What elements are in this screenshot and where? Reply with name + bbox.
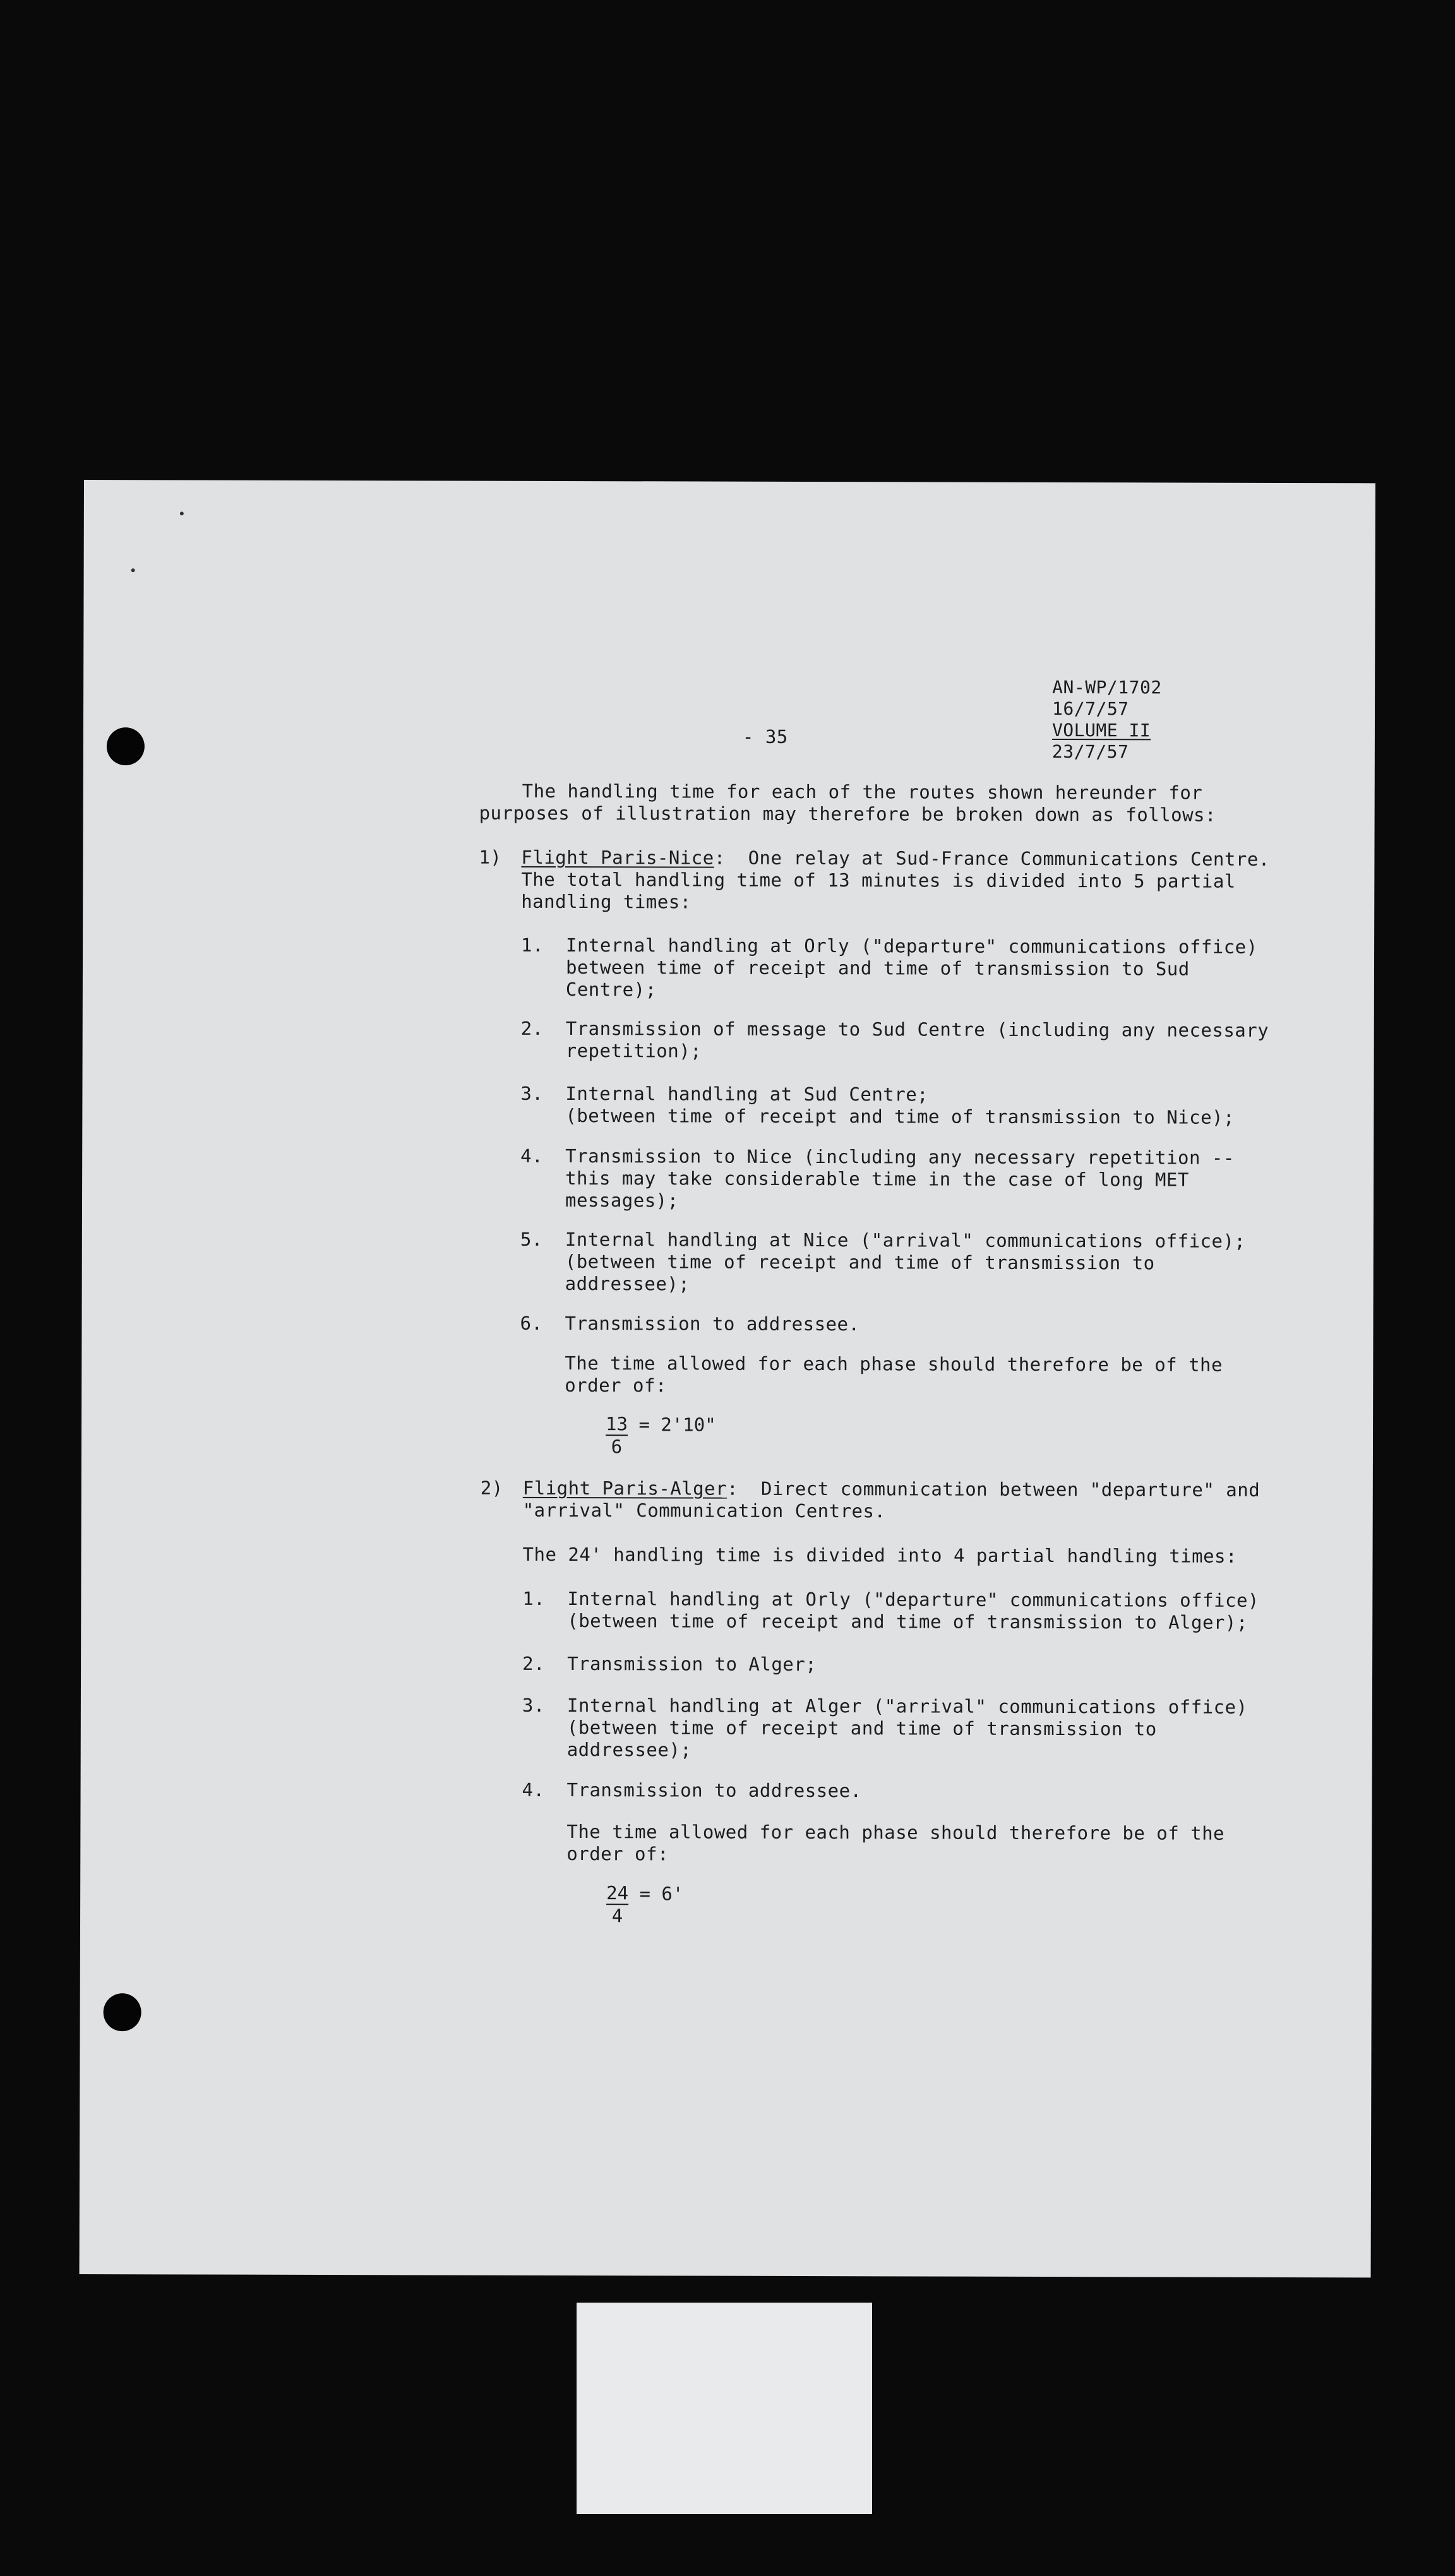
list-item-line: (between time of receipt and time of transmission to Nice); [565,1104,1235,1128]
intro-line: The handling time for each of the routes shown hereunder for [522,780,1203,804]
fraction-numerator: 24 [606,1882,629,1904]
ref-date-2: 23/7/57 [1051,741,1129,763]
section-text: handling times: [521,890,692,913]
list-item-line: addressee); [565,1272,690,1295]
page-speck [180,511,184,515]
phase-text: order of: [565,1374,667,1397]
punch-hole-bottom [104,1993,141,2031]
section-number: 1) [479,846,502,868]
list-item-line: repetition); [565,1039,702,1062]
list-item-line: Transmission to Nice (including any necessary repetition -- [565,1145,1235,1169]
list-item-line: Transmission to addressee. [565,1312,860,1335]
ref-date: 16/7/57 [1052,698,1129,720]
section-text: The 24' handling time is divided into 4 partial handling times: [522,1543,1238,1567]
list-item-line: Internal handling at Orly ("departure" communications office) [566,934,1258,958]
fraction-denominator: 4 [611,1905,623,1927]
list-item-line: between time of receipt and time of transmission to Sud [565,957,1190,980]
list-item-line: (between time of receipt and time of transmission to [566,1717,1157,1740]
fraction-formula [606,1413,716,1457]
list-number: 2. [520,1017,544,1039]
document-page [80,480,1375,2277]
list-item-line: Internal handling at Alger ("arrival" communications office) [566,1695,1248,1718]
list-number: 4. [522,1779,545,1801]
list-item-line: Internal handling at Nice ("arrival" communications office); [565,1228,1246,1252]
section-title: Flight Paris-Nice [521,846,714,869]
page-speck [131,568,135,572]
fraction-denominator: 6 [611,1436,623,1458]
section-text: "arrival" Communication Centres. [522,1499,886,1522]
fraction-result: = 6' [639,1883,684,1905]
section-number: 2) [480,1477,503,1499]
list-number: 3. [520,1082,544,1104]
list-item-line: this may take considerable time in the case of long MET [565,1167,1189,1191]
punch-hole-top [107,727,145,765]
list-item-line: (between time of receipt and time of transmission to Alger); [567,1610,1248,1633]
section-title: Flight Paris-Alger [522,1477,728,1500]
list-item-line: Transmission of message to Sud Centre (including any necessary [565,1017,1269,1041]
section-lead: : Direct communication between "departure" and [727,1477,1260,1501]
ref-code: AN-WP/1702 [1052,677,1162,698]
list-number: 5. [520,1228,543,1250]
list-item-line: Transmission to addressee. [566,1779,862,1802]
list-number: 4. [520,1145,544,1167]
phase-text: order of: [566,1843,669,1865]
fraction-result: = 2'10" [638,1414,716,1436]
phase-text: The time allowed for each phase should therefore be of the [566,1821,1225,1844]
list-item-line: (between time of receipt and time of transmission to [565,1250,1155,1274]
list-item-line: addressee); [566,1739,692,1761]
list-number: 1. [522,1587,546,1609]
list-number: 3. [522,1694,545,1716]
film-label-tab [577,2303,872,2514]
list-item-line: Centre); [565,979,657,1001]
section-lead: : One relay at Sud-France Communications Centre. [714,847,1270,870]
list-item-line: Transmission to Alger; [567,1653,817,1676]
fraction-numerator: 13 [606,1413,628,1435]
list-item-line: messages); [565,1189,679,1212]
fraction-formula [606,1882,683,1926]
section-heading [523,1477,1260,1501]
list-item-line: Internal handling at Sud Centre; [565,1082,929,1106]
document-reference [1052,677,1162,763]
phase-text: The time allowed for each phase should therefore be of the [565,1352,1223,1376]
section-text: The total handling time of 13 minutes is divided into 5 partial [521,868,1236,892]
list-number: 2. [522,1652,546,1674]
ref-volume: VOLUME II [1051,720,1151,741]
list-item-line: Internal handling at Orly ("departure" communications office) [567,1588,1259,1611]
list-number: 1. [521,934,544,956]
intro-line: purposes of illustration may therefore be broken down as follows: [479,802,1217,826]
section-heading [521,846,1269,871]
page-number: - 35 [742,725,788,748]
list-number: 6. [520,1312,543,1334]
